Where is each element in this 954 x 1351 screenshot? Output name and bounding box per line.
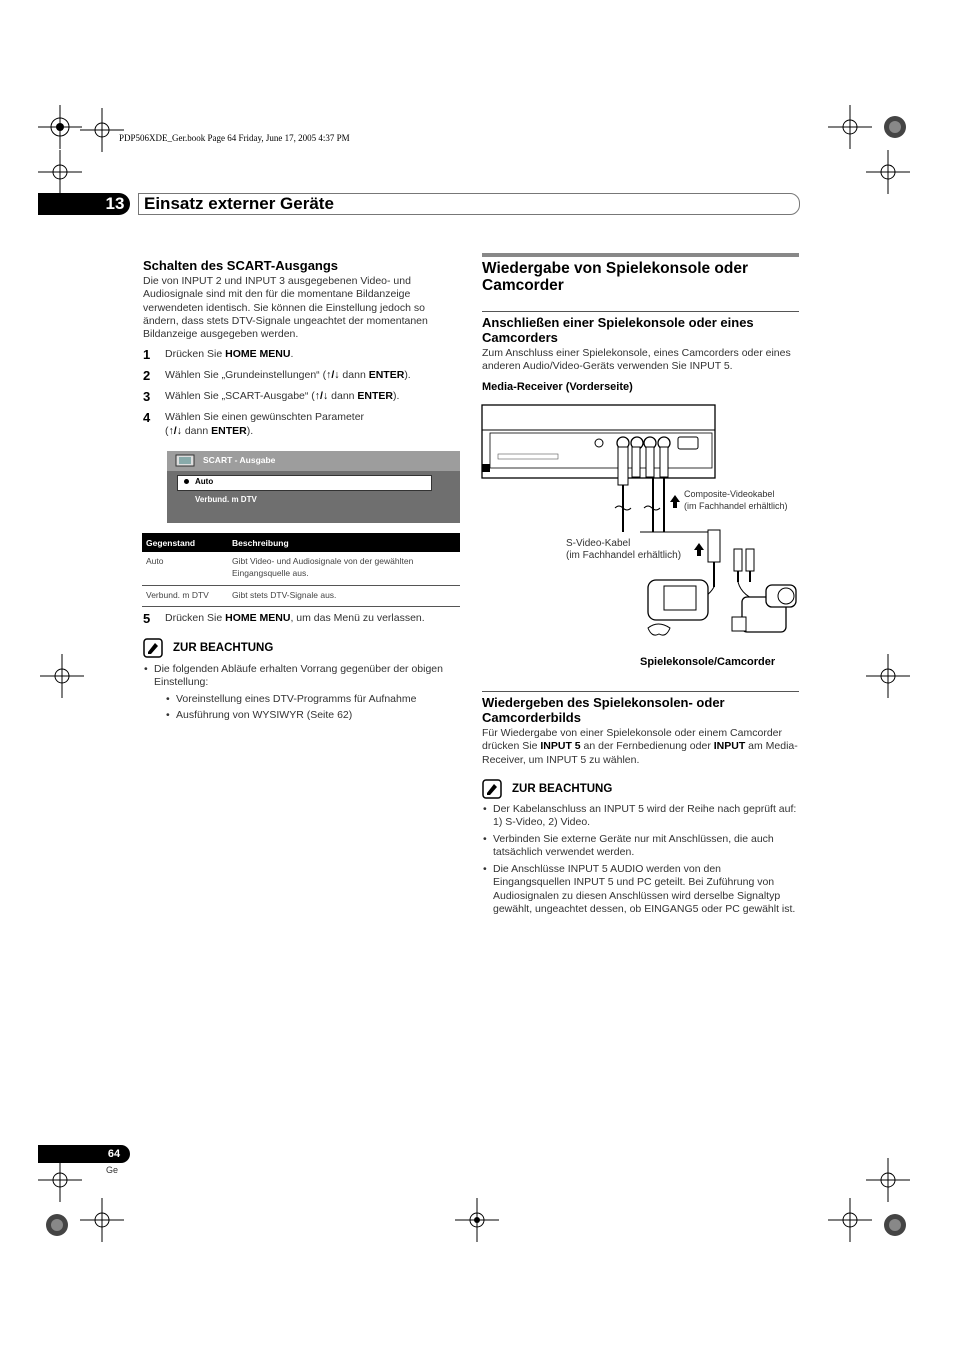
registration-mark-icon (35, 1203, 79, 1247)
registration-mark-icon (866, 150, 910, 194)
note-bullet: • Der Kabelanschluss an INPUT 5 wird der Reihe nach geprüft auf: 1) S-Video, 2) Video. (493, 803, 798, 830)
note-pencil-icon (482, 779, 502, 799)
registration-mark-icon (80, 108, 124, 152)
step-1: Drücken Sie HOME MENU. (165, 348, 294, 360)
step-number: 3 (143, 389, 151, 404)
step-number: 4 (143, 410, 151, 425)
step-3: Wählen Sie „SCART-Ausgabe“ (↑/↓ dann ENTER). (165, 390, 400, 402)
step-number: 2 (143, 368, 151, 383)
note-sub-bullet: • Voreinstellung eines DTV-Programms für Aufnahme (176, 693, 416, 706)
playback-text: Für Wiedergabe von einer Spielekonsole oder einem Camcorder drücken Sie INPUT 5 an der Fernbedienung oder INPUT am Media-Receiver, um INPUT 5 zu wählen. (482, 727, 798, 766)
registration-mark-icon (866, 1158, 910, 1202)
parameter-table (142, 533, 460, 607)
subsection-title-connect: Anschließen einer Spielekonsole oder eines Camcorders (482, 315, 754, 345)
note-pencil-icon (143, 638, 163, 658)
table-row: Verbund. m DTV Gibt stets DTV-Signale aus. (142, 586, 460, 607)
up-down-arrow-icon: ↑/↓ (326, 369, 340, 381)
registration-mark-icon (873, 105, 917, 149)
page-number: 64 (107, 1148, 121, 1160)
table-header: Gegenstand (142, 533, 228, 552)
diagram-caption-devices: Spielekonsole/Camcorder (640, 656, 776, 668)
registration-mark-icon (828, 1198, 872, 1242)
table-row: Auto Gibt Video- und Audiosignale von der gewählten Eingangsquelle aus. (142, 552, 460, 586)
chapter-number: 13 (105, 194, 125, 213)
step-number: 5 (143, 611, 151, 626)
registration-mark-icon (866, 654, 910, 698)
registration-mark-icon (873, 1203, 917, 1247)
menu-option-selected[interactable] (177, 475, 432, 491)
scart-intro: Die von INPUT 2 und INPUT 3 ausgegebenen Video- und Audiosignale sind mit den für die momentane Bildanzeige verwendeten identisch. Sie können die Einstellung jedoch so ändern, dass stets DTV-Signale ungeachtet der momentanen Bildanzeige ausgegeben werden. (143, 275, 428, 341)
language-code: Ge (106, 1165, 119, 1175)
registration-mark-icon (38, 1158, 82, 1202)
connection-diagram (480, 402, 800, 654)
menu-option-auto[interactable]: Auto (195, 477, 214, 486)
selected-dot-icon (184, 479, 189, 484)
registration-mark-icon (828, 105, 872, 149)
diagram-caption-receiver: Media-Receiver (Vorderseite) (482, 381, 633, 393)
note-bullet: • Die Anschlüsse INPUT 5 AUDIO werden von den Eingangsquellen INPUT 5 und PC geteilt. Bei Zuführung von Audiosignalen zu diesen Anschlüssen wird derselbe Signaltyp gewählt, ungeachtet dessen, ob EINGANG5 oder PC gewählt ist. (493, 863, 798, 916)
registration-mark-icon (38, 105, 82, 149)
menu-title: SCART - Ausgabe (203, 455, 276, 465)
menu-monitor-icon (173, 453, 199, 469)
file-info-line: PDP506XDE_Ger.book Page 64 Friday, June 17, 2005 4:37 PM (119, 133, 350, 143)
subsection-title-playback: Wiedergeben des Spielekonsolen- oder Camcorderbilds (482, 695, 725, 725)
divider (482, 311, 799, 312)
note-bullet: • Verbinden Sie externe Geräte nur mit Anschlüssen, die auch tatsächlich verwendet werden. (493, 833, 798, 860)
registration-mark-icon (80, 1198, 124, 1242)
composite-cable-label: Composite-Videokabel (im Fachhandel erhältlich) (684, 489, 788, 511)
step-5: Drücken Sie HOME MENU, um das Menü zu verlassen. (165, 612, 425, 624)
chapter-title: Einsatz externer Geräte (144, 194, 334, 213)
registration-mark-icon (40, 654, 84, 698)
main-section-title: Wiedergabe von Spielekonsole oder Camcorder (482, 260, 749, 294)
section-title-scart: Schalten des SCART-Ausgangs (143, 258, 339, 273)
step-2: Wählen Sie „Grundeinstellungen“ (↑/↓ dann ENTER). (165, 369, 411, 381)
svideo-cable-label: S-Video-Kabel (im Fachhandel erhältlich) (566, 538, 682, 561)
note-title-left: ZUR BEACHTUNG (173, 642, 274, 654)
divider (482, 691, 799, 692)
note-bullet: • Die folgenden Abläufe erhalten Vorrang gegenüber der obigen Einstellung: (154, 663, 454, 690)
table-header: Beschreibung (228, 533, 460, 552)
note-title-right: ZUR BEACHTUNG (512, 783, 613, 795)
step-4: Wählen Sie einen gewünschten Parameter (↑/↓ dann ENTER). (165, 411, 365, 437)
registration-mark-icon (455, 1198, 499, 1242)
up-down-arrow-icon: ↑/↓ (168, 425, 182, 437)
up-down-arrow-icon: ↑/↓ (314, 390, 329, 402)
menu-option-dtv[interactable]: Verbund. m DTV (195, 495, 257, 504)
note-sub-bullet: • Ausführung von WYSIWYR (Seite 62) (176, 709, 352, 722)
step-number: 1 (143, 347, 151, 362)
registration-mark-icon (38, 150, 82, 194)
section-rule (482, 253, 799, 257)
connect-text: Zum Anschluss einer Spielekonsole, eines Camcorders oder eines anderen Audio/Video-Geräts verwenden Sie INPUT 5. (482, 347, 791, 373)
